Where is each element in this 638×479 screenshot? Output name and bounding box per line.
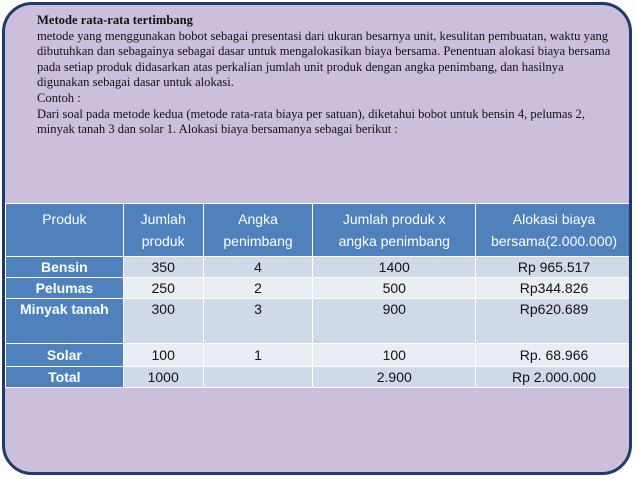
table-row: [6, 344, 633, 367]
cell-allocation: Rp344.826: [476, 278, 632, 299]
cell-quantity: 250: [123, 278, 203, 299]
cell-weighted: 100: [313, 344, 476, 367]
cell-product: Bensin: [6, 257, 124, 278]
cell-quantity: 350: [123, 257, 203, 278]
cell-weight: [203, 367, 313, 388]
allocation-table-container: [5, 203, 632, 388]
table-header-row: [6, 204, 633, 257]
cell-weight: 4: [203, 257, 313, 278]
definition-paragraph: metode yang menggunakan bobot sebagai presentasi dari ukuran besarnya unit, kesulitan pembuatan, waktu yang dibutuhkan dan sebagainya sebagai dasar untuk mengalokasikan biaya bersama. Penentuan alokasi biaya bersama pada setiap produk didasarkan atas perkalian jumlah unit produk dengan angka penimbang, dan hasilnya digunakan sebagai dasar untuk alokasi.: [37, 28, 611, 90]
cell-allocation: Rp 965.517: [476, 257, 632, 278]
cell-allocation: Rp620.689: [476, 299, 632, 344]
cell-weight: 3: [203, 299, 313, 344]
text-block: [19, 13, 617, 138]
header-produk: Produk: [6, 204, 124, 257]
content-card: [2, 2, 632, 475]
example-label: Contoh :: [37, 90, 81, 105]
cell-quantity: 300: [123, 299, 203, 344]
cell-product: Pelumas: [6, 278, 124, 299]
cell-weighted: 900: [313, 299, 476, 344]
cell-allocation: Rp 2.000.000: [476, 367, 632, 388]
cell-allocation: Rp. 68.966: [476, 344, 632, 367]
cell-weight: 2: [203, 278, 313, 299]
header-jumlah-produk: Jumlah produk: [123, 204, 203, 257]
cell-product: Solar: [6, 344, 124, 367]
cell-product: Minyak tanah: [6, 299, 124, 344]
example-paragraph: Dari soal pada metode kedua (metode rata-rata biaya per satuan), diketahui bobot untuk bensin 4, pelumas 2, minyak tanah 3 dan solar 1. Alokasi biaya bersamanya sebagai berikut :: [37, 106, 585, 137]
cell-weighted: 1400: [313, 257, 476, 278]
cell-weighted: 2.900: [313, 367, 476, 388]
cell-quantity: 1000: [123, 367, 203, 388]
header-angka-penimbang: Angka penimbang: [203, 204, 313, 257]
section-heading: Metode rata-rata tertimbang: [37, 13, 193, 27]
cell-product: Total: [6, 367, 124, 388]
cell-weighted: 500: [313, 278, 476, 299]
header-jumlah-x-angka: Jumlah produk x angka penimbang: [313, 204, 476, 257]
cell-weight: 1: [203, 344, 313, 367]
allocation-table: [5, 203, 632, 388]
header-alokasi-biaya: Alokasi biaya bersama(2.000.000): [476, 204, 632, 257]
table-row: [6, 257, 633, 278]
table-row: [6, 299, 633, 344]
table-total-row: [6, 367, 633, 388]
cell-quantity: 100: [123, 344, 203, 367]
table-row: [6, 278, 633, 299]
